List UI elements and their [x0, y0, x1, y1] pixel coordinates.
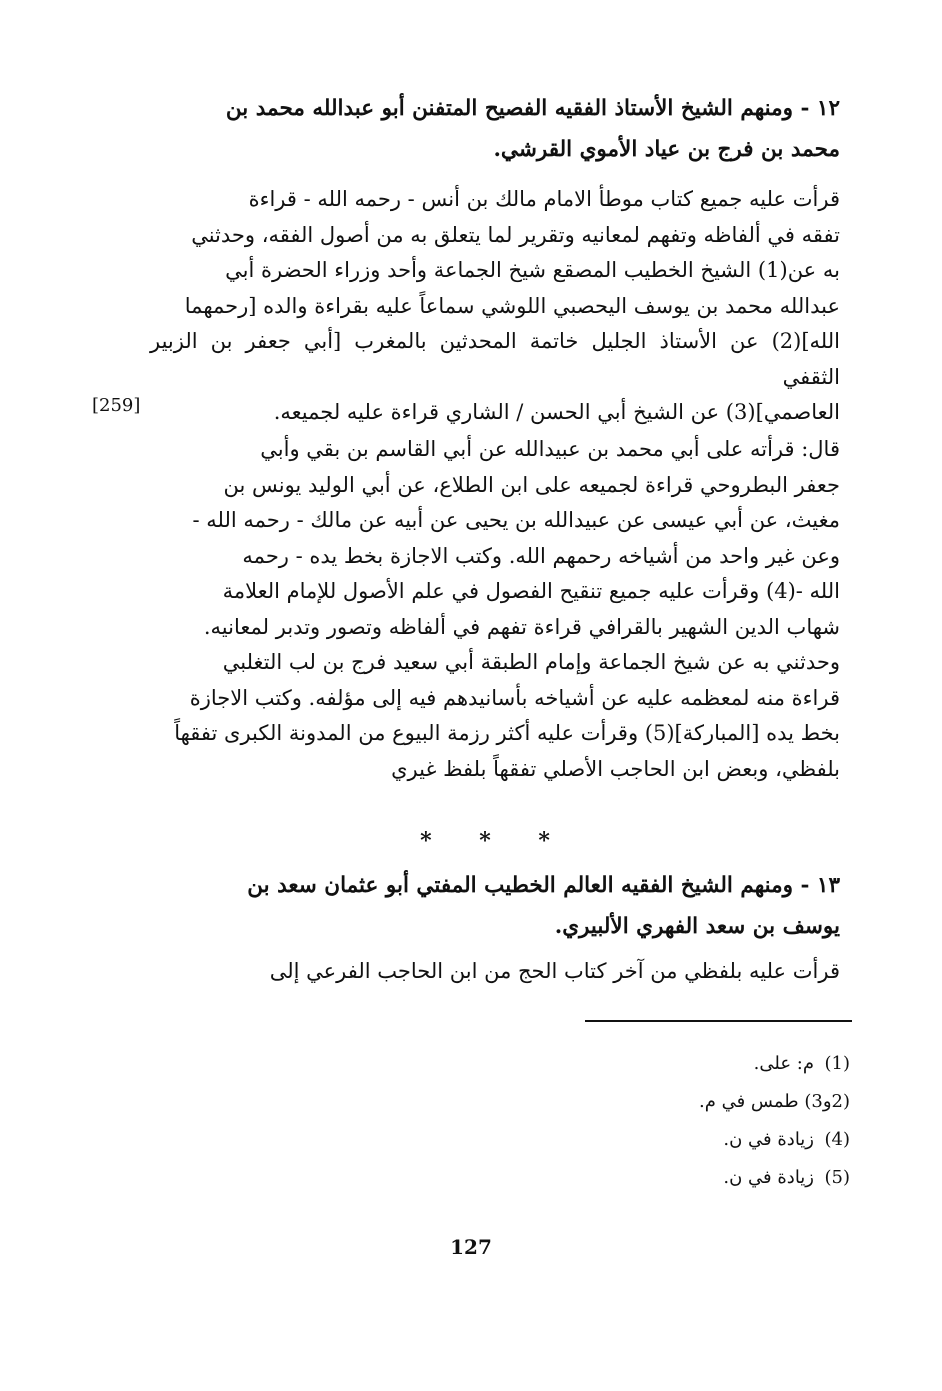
entry-12-heading — [150, 88, 840, 170]
page-number: 127 — [450, 1235, 492, 1259]
footnote-text: م: على. — [753, 1053, 814, 1074]
paragraph-3 — [150, 954, 840, 990]
footnote-number: (5) — [824, 1167, 850, 1188]
footnote-text: زيادة في ن. — [723, 1129, 814, 1150]
margin-page-reference: [259] — [92, 395, 141, 416]
text-line: تفقه في ألفاظه وتفهم لمعانيه وتقرير لما يتعلق به من أصول الفقه، وحدثني — [191, 222, 840, 247]
footnote-rule — [585, 1020, 852, 1022]
text-line: قرأت عليه جميع كتاب موطأ الامام مالك بن أنس - رحمه الله - قراءة — [248, 187, 840, 211]
footnote-number: (1) — [824, 1053, 850, 1074]
text-line: الله -(4) وقرأت عليه جميع تنقيح الفصول في علم الأصول للإمام العلامة — [222, 579, 840, 603]
heading-line: محمد بن فرج بن عياد الأموي القرشي. — [493, 137, 840, 162]
footnote — [520, 1159, 850, 1197]
text-line: بلفظي، وبعض ابن الحاجب الأصلي تفقهاً بلفظ غيري — [391, 756, 840, 781]
text-line: مغيث، عن أبي عيسى عن عبيدالله بن يحيى عن أبيه عن مالك - رحمه الله - — [192, 508, 840, 532]
paragraph-1 — [150, 182, 840, 431]
footnote-text: (2و3) طمس في م. — [699, 1091, 850, 1112]
footnotes — [520, 1045, 850, 1197]
text-line: وحدثني به عن شيخ الجماعة وإمام الطبقة أبي سعيد فرج بن لب التغلبي — [222, 650, 840, 674]
text-line: جعفر البطروحي قراءة لجميعه على ابن الطلاع، عن أبي الوليد يونس بن — [223, 472, 840, 497]
text-line: بخط يده [المباركة](5) وقرأت عليه أكثر رزمة البيوع من المدونة الكبرى تفقهاً — [174, 721, 840, 745]
text-line: وعن غير واحد من أشياخه رحمهم الله. وكتب الاجازة بخط يده - رحمه — [242, 543, 840, 568]
text-line: عبدالله محمد بن يوسف اليحصبي اللوشي سماعاً عليه بقراءة والده [رحمهما — [184, 293, 840, 318]
footnote — [520, 1083, 850, 1121]
heading-line: ١٢ - ومنهم الشيخ الأستاذ الفقيه الفصيح المتفنن أبو عبدالله محمد بن — [225, 96, 840, 121]
text-line: قرأت عليه بلفظي من آخر كتاب الحج من ابن الحاجب الفرعي إلى — [269, 959, 840, 983]
footnote — [520, 1045, 850, 1083]
text-line: الله](2) عن الأستاذ الجليل خاتمة المحدثين بالمغرب [أبي جعفر بن الزبير الثقفي — [150, 329, 840, 389]
text-line: العاصمي](3) عن الشيخ أبي الحسن / الشاري قراءة عليه لجميعه. — [273, 400, 840, 424]
footnote-number: (4) — [824, 1129, 850, 1150]
text-line: قال: قرأته على أبي محمد بن عبيدالله عن أبي القاسم بن بقي وأبي — [260, 437, 840, 461]
heading-line: يوسف بن سعد الفهري الألبيري. — [554, 914, 840, 939]
footnote — [520, 1121, 850, 1159]
text-line: به عن(1) الشيخ الخطيب المصقع شيخ الجماعة وأحد وزراء الحضرة أبي — [225, 258, 840, 282]
heading-line: ١٣ - ومنهم الشيخ الفقيه العالم الخطيب المفتي أبو عثمان سعد بن — [247, 873, 840, 898]
section-separator: * * * — [420, 828, 570, 854]
paragraph-2 — [150, 432, 840, 787]
entry-13-heading — [150, 865, 840, 947]
text-line: قراءة منه لمعظمه عليه عن أشياخه بأسانيدهم فيه إلى مؤلفه. وكتب الاجازة — [189, 685, 840, 710]
text-line: شهاب الدين الشهير بالقرافي قراءة تفهم في ألفاظه وتصور وتدبر لمعانيه. — [203, 614, 840, 639]
footnote-text: زيادة في ن. — [723, 1167, 814, 1188]
